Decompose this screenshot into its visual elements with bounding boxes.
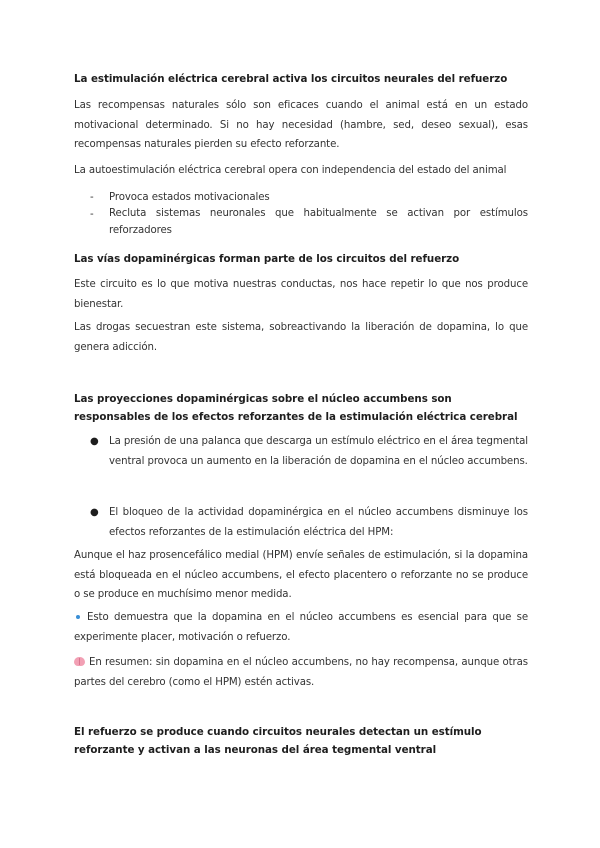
dash-bullet: - [90, 192, 94, 203]
paragraph-text: Esto demuestra que la dopamina en el núcleo accumbens es esencial para que se experimente placer, motivación o refuerzo. [74, 612, 528, 643]
paragraph [74, 608, 528, 647]
brain-icon [74, 657, 85, 666]
section-heading-3: Las proyecciones dopaminérgicas sobre el núcleo accumbens son responsables de los efectos reforzantes de la estimulación eléctrica cerebral [74, 393, 518, 423]
bullet-dot: ● [90, 507, 99, 518]
paragraph: La autoestimulación eléctrica cerebral opera con independencia del estado del animal [74, 165, 507, 176]
bullet-dot: ● [90, 436, 99, 447]
bullet-item [90, 503, 528, 542]
paragraph: Aunque el haz prosencefálico medial (HPM) envíe señales de estimulación, si la dopamina está bloqueada en el núcleo accumbens, el efecto placentero o reforzante no se produce o se produce en muchísimo menor medida. [74, 550, 528, 600]
section-heading-2: Las vías dopaminérgicas forman parte de los circuitos del refuerzo [74, 253, 460, 265]
list-item [90, 205, 528, 239]
paragraph-text: En resumen: sin dopamina en el núcleo accumbens, no hay recompensa, aunque otras partes del cerebro (como el HPM) estén activas. [74, 657, 528, 688]
list-item-text: Recluta sistemas neuronales que habitualmente se activan por estímulos reforzadores [109, 208, 528, 236]
list-item-text: Provoca estados motivacionales [109, 192, 270, 203]
dash-bullet: - [90, 209, 94, 220]
section-heading-4: El refuerzo se produce cuando circuitos neurales detectan un estímulo reforzante y activan a las neuronas del área tegmental ventral [74, 726, 482, 756]
bullet-text: El bloqueo de la actividad dopaminérgica en el núcleo accumbens disminuye los efectos reforzantes de la estimulación eléctrica del HPM: [109, 507, 528, 538]
paragraph: Este circuito es lo que motiva nuestras conductas, nos hace repetir lo que nos produce bienestar. [74, 279, 528, 310]
paragraph: Las recompensas naturales sólo son eficaces cuando el animal está en un estado motivacional determinado. Si no hay necesidad (hambre, sed, deseo sexual), esas recompensas naturales pierden su efecto reforzante. [74, 100, 528, 150]
paragraph [74, 653, 528, 692]
bullet-item [90, 432, 528, 471]
paragraph: Las drogas secuestran este sistema, sobreactivando la liberación de dopamina, lo que genera adicción. [74, 322, 528, 353]
bullet-text: La presión de una palanca que descarga un estímulo eléctrico en el área tegmental ventral provoca un aumento en la liberación de dopamina en el núcleo accumbens. [109, 436, 528, 467]
small-blue-dot-icon [76, 615, 80, 619]
section-heading-1: La estimulación eléctrica cerebral activa los circuitos neurales del refuerzo [74, 73, 508, 85]
